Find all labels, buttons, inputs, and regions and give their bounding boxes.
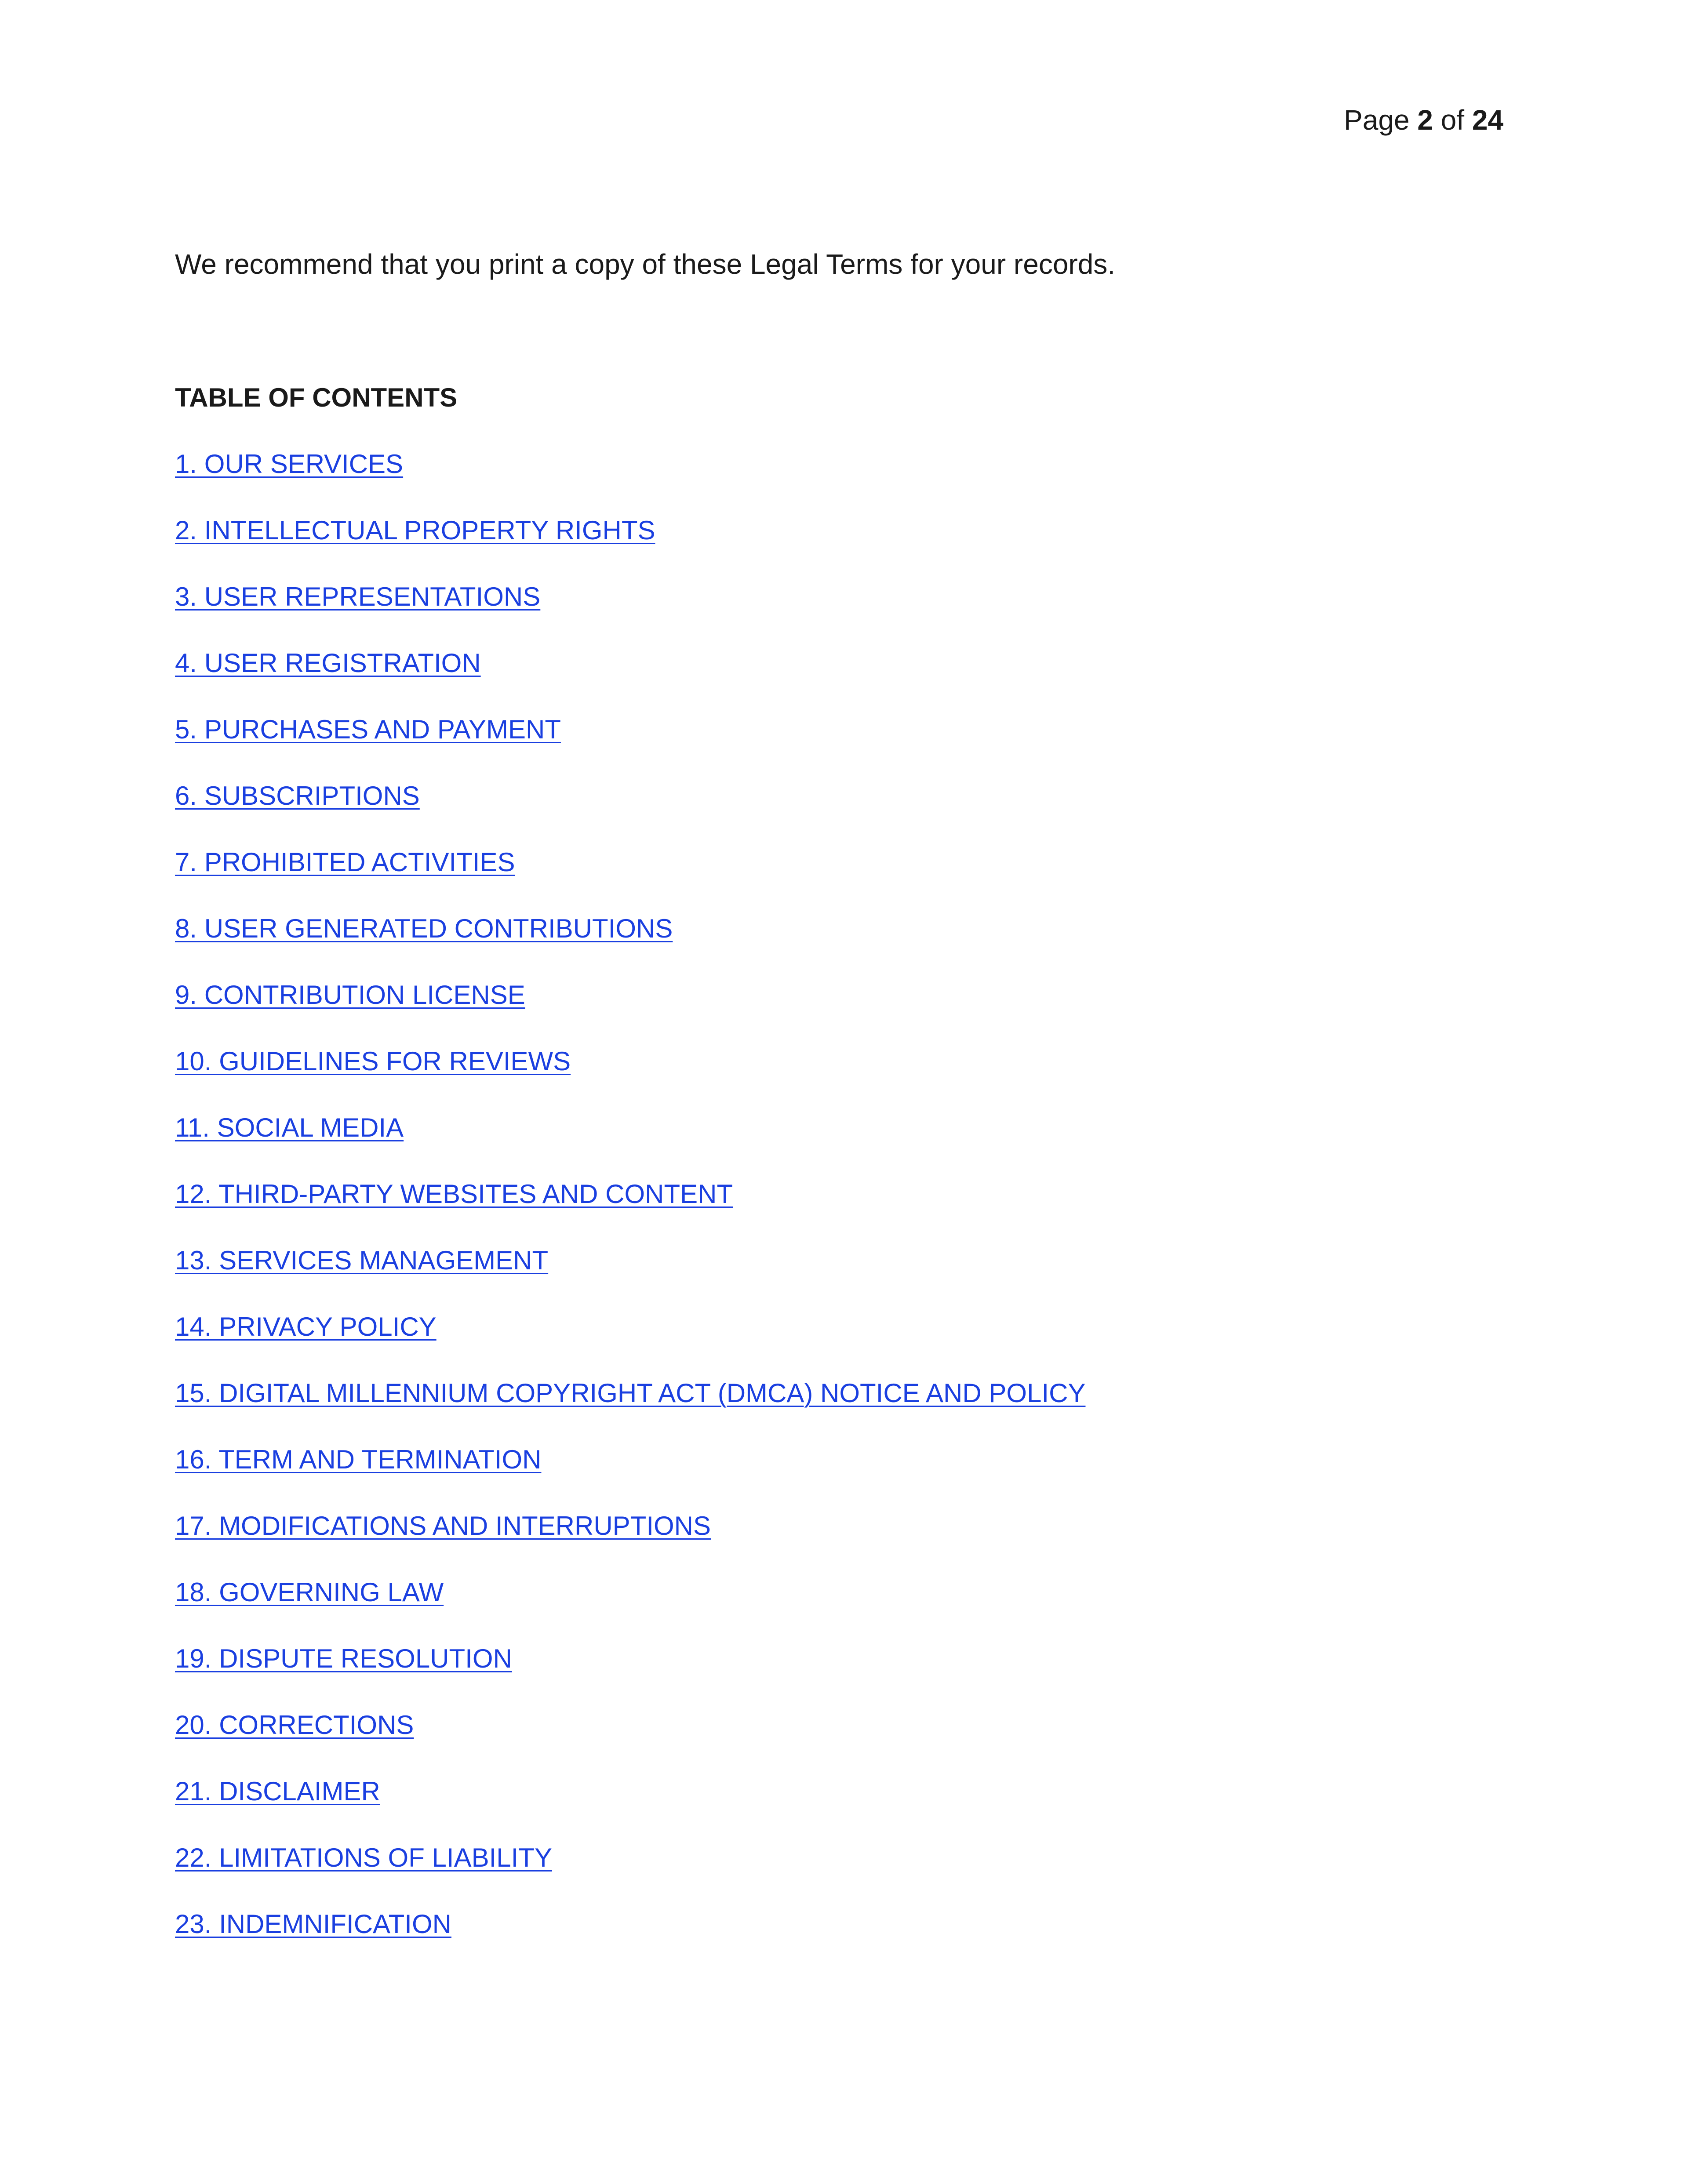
toc-item <box>175 1241 1085 1307</box>
toc-link-our-services[interactable]: 1. OUR SERVICES <box>175 449 404 479</box>
current-page: 2 <box>1417 104 1433 136</box>
toc-item <box>175 1904 1085 1971</box>
toc-link-dispute-resolution[interactable]: 19. DISPUTE RESOLUTION <box>175 1644 512 1673</box>
page-separator: of <box>1441 104 1465 136</box>
toc-item <box>175 511 1085 577</box>
toc-item <box>175 710 1085 776</box>
table-of-contents <box>175 444 1085 1971</box>
toc-link-disclaimer[interactable]: 21. DISCLAIMER <box>175 1777 380 1806</box>
page-prefix: Page <box>1344 104 1410 136</box>
toc-link-user-representations[interactable]: 3. USER REPRESENTATIONS <box>175 582 541 611</box>
toc-link-services-management[interactable]: 13. SERVICES MANAGEMENT <box>175 1246 549 1275</box>
intro-paragraph: We recommend that you print a copy of these Legal Terms for your records. <box>175 248 1116 280</box>
toc-link-modifications-and-interruptions[interactable]: 17. MODIFICATIONS AND INTERRUPTIONS <box>175 1511 711 1541</box>
toc-link-guidelines-for-reviews[interactable]: 10. GUIDELINES FOR REVIEWS <box>175 1047 571 1076</box>
toc-link-intellectual-property-rights[interactable]: 2. INTELLECTUAL PROPERTY RIGHTS <box>175 516 655 545</box>
toc-link-dmca-notice-and-policy[interactable]: 15. DIGITAL MILLENNIUM COPYRIGHT ACT (DMCA) NOTICE AND POLICY <box>175 1378 1086 1408</box>
toc-item <box>175 1639 1085 1705</box>
toc-item <box>175 1374 1085 1440</box>
toc-item <box>175 776 1085 843</box>
toc-item <box>175 1440 1085 1506</box>
toc-link-limitations-of-liability[interactable]: 22. LIMITATIONS OF LIABILITY <box>175 1843 552 1872</box>
toc-link-governing-law[interactable]: 18. GOVERNING LAW <box>175 1577 444 1607</box>
toc-item <box>175 1705 1085 1772</box>
toc-heading: TABLE OF CONTENTS <box>175 383 458 412</box>
toc-link-indemnification[interactable]: 23. INDEMNIFICATION <box>175 1909 451 1939</box>
toc-item <box>175 1108 1085 1174</box>
toc-item <box>175 1772 1085 1838</box>
page-number <box>1344 100 1503 140</box>
toc-item <box>175 1307 1085 1374</box>
toc-link-contribution-license[interactable]: 9. CONTRIBUTION LICENSE <box>175 980 525 1010</box>
toc-item <box>175 1506 1085 1573</box>
toc-item <box>175 1174 1085 1241</box>
toc-link-user-registration[interactable]: 4. USER REGISTRATION <box>175 648 481 678</box>
toc-item <box>175 1573 1085 1639</box>
toc-link-prohibited-activities[interactable]: 7. PROHIBITED ACTIVITIES <box>175 847 515 877</box>
toc-item <box>175 444 1085 511</box>
toc-link-third-party-websites[interactable]: 12. THIRD-PARTY WEBSITES AND CONTENT <box>175 1179 733 1209</box>
toc-item <box>175 1838 1085 1904</box>
total-pages: 24 <box>1472 104 1503 136</box>
toc-item <box>175 909 1085 975</box>
toc-link-privacy-policy[interactable]: 14. PRIVACY POLICY <box>175 1312 437 1341</box>
toc-item <box>175 975 1085 1042</box>
toc-link-corrections[interactable]: 20. CORRECTIONS <box>175 1710 414 1740</box>
toc-item <box>175 643 1085 710</box>
toc-item <box>175 843 1085 909</box>
toc-link-term-and-termination[interactable]: 16. TERM AND TERMINATION <box>175 1445 542 1474</box>
toc-link-subscriptions[interactable]: 6. SUBSCRIPTIONS <box>175 781 420 810</box>
toc-link-user-generated-contributions[interactable]: 8. USER GENERATED CONTRIBUTIONS <box>175 914 673 943</box>
toc-item <box>175 1042 1085 1108</box>
toc-link-social-media[interactable]: 11. SOCIAL MEDIA <box>175 1113 404 1142</box>
toc-item <box>175 577 1085 643</box>
toc-link-purchases-and-payment[interactable]: 5. PURCHASES AND PAYMENT <box>175 715 561 744</box>
